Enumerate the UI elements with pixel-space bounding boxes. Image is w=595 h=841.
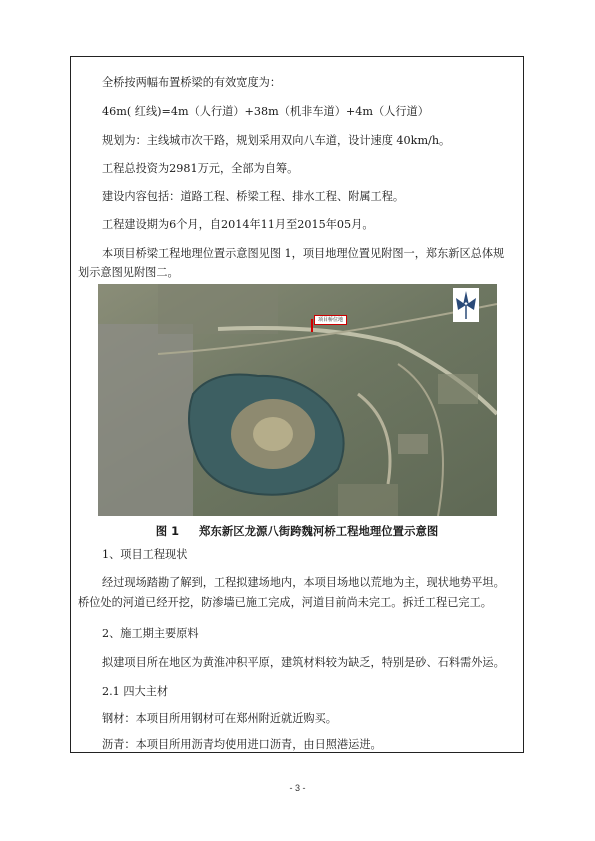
paragraph: 工程建设期为6个月，自2014年11月至2015年05月。 xyxy=(102,218,374,231)
paragraph: 沥青：本项目所用沥青均使用进口沥青，由日照港运进。 xyxy=(102,738,382,751)
paragraph: 建设内容包括：道路工程、桥梁工程、排水工程、附属工程。 xyxy=(102,190,405,203)
north-arrow-icon xyxy=(453,288,479,322)
paragraph: 规划为：主线城市次干路，规划采用双向八车道，设计速度 40km/h。 xyxy=(102,134,451,147)
map-graphic xyxy=(98,284,497,516)
map-location-label: 项目桥位地 xyxy=(314,315,347,325)
satellite-map-image xyxy=(98,284,497,516)
section-heading: 1、项目工程现状 xyxy=(102,548,188,561)
paragraph: 全桥按两幅布置桥梁的有效宽度为： xyxy=(102,76,282,89)
page-number: - 3 - xyxy=(289,783,306,793)
paragraph: 桥位处的河道已经开挖，防渗墙已施工完成，河道目前尚未完工。拆迁工程已完工。 xyxy=(78,596,492,609)
paragraph: 本项目桥梁工程地理位置示意图见图 1，项目地理位置见附图一，郑东新区总体规 xyxy=(102,247,505,260)
subsection-heading: 2.1 四大主材 xyxy=(102,685,169,698)
figure-title: 郑东新区龙源八街跨魏河桥工程地理位置示意图 xyxy=(199,524,439,538)
paragraph: 46m( 红线)=4m（人行道）+38m（机非车道）+4m（人行道） xyxy=(102,105,429,118)
paragraph: 钢材：本项目所用钢材可在郑州附近就近购买。 xyxy=(102,712,337,725)
figure-number: 图 1 xyxy=(155,524,180,538)
paragraph: 拟建项目所在地区为黄淮冲积平原，建筑材料较为缺乏，特别是砂、石料需外运。 xyxy=(102,656,505,669)
paragraph: 经过现场踏勘了解到，工程拟建场地内，本项目场地以荒地为主，现状地势平坦。 xyxy=(102,576,505,589)
paragraph: 划示意图见附图二。 xyxy=(78,266,179,279)
paragraph: 工程总投资为2981万元，全部为自筹。 xyxy=(102,162,299,175)
figure-caption xyxy=(72,523,522,539)
section-heading: 2、施工期主要原料 xyxy=(102,627,199,640)
